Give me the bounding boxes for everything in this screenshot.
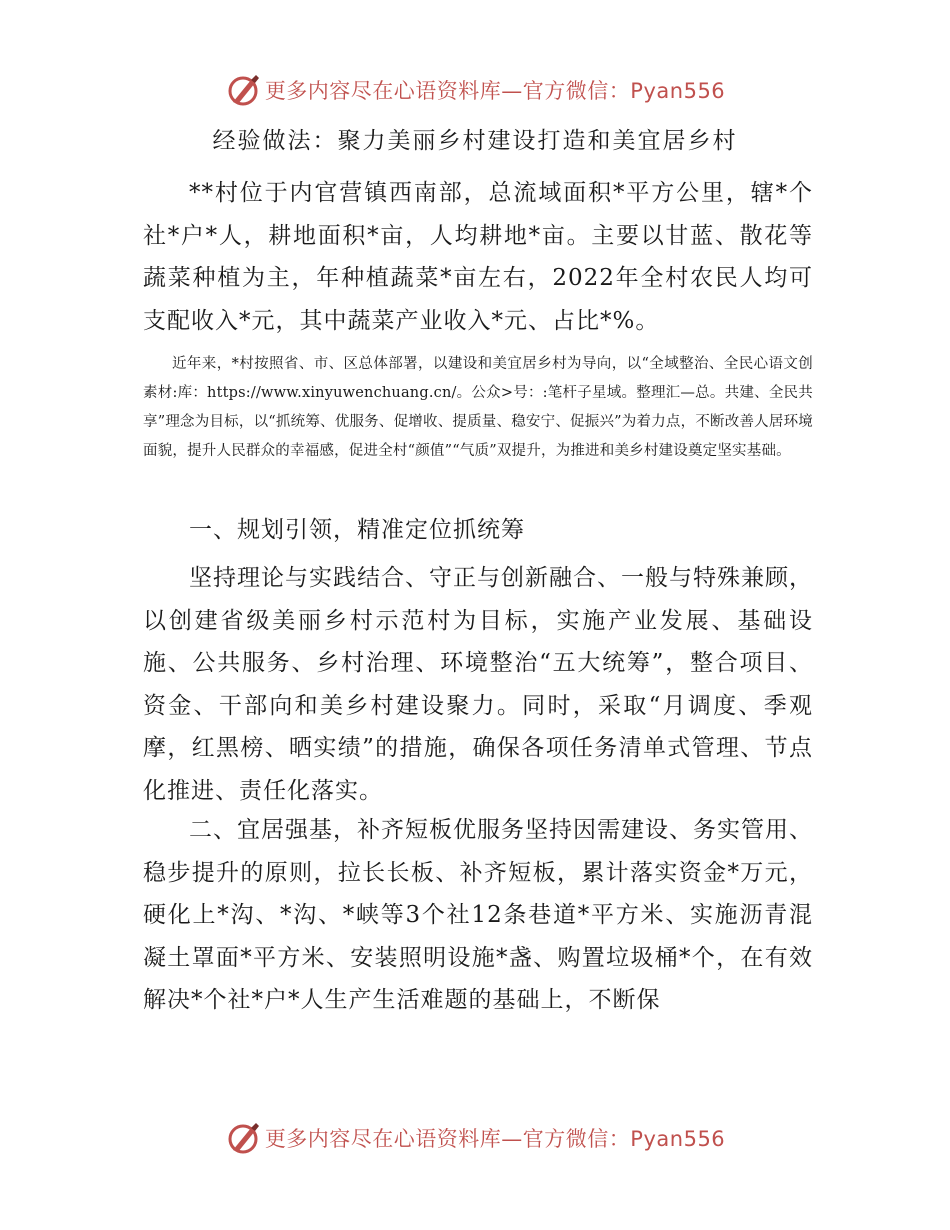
section-heading-1: 一、规划引领，精准定位抓统筹 bbox=[189, 517, 525, 543]
page-title: 经验做法：聚力美丽乡村建设打造和美宜居乡村 bbox=[212, 128, 738, 154]
banner-text: 更多内容尽在心语资料库—官方微信：Pyan556 bbox=[264, 79, 726, 103]
banner-text: 更多内容尽在心语资料库—官方微信：Pyan556 bbox=[264, 1127, 726, 1151]
intro-paragraph: **村位于内官营镇西南部，总流域面积*平方公里，辖*个社*户*人，耕地面积*亩，人均耕地*亩。主要以甘蓝、散花等蔬菜种植为主，年种植蔬菜*亩左右，2022年全村农民人均可支配收入*元，其中蔬菜产业收入*元、占比*%。 bbox=[143, 180, 813, 334]
recent-years-paragraph: 近年来，*村按照省、市、区总体部署，以建设和美宜居乡村为导向，以“全域整治、全民心语文创素材:库：https://www.xinyuwenchuang.cn/。公众>号：:笔杆子星域。整理汇—总。共建、全民共享”理念为目标，以“抓统筹、优服务、促增收、提质量、稳安宁、促振兴”为着力点，不断改善人居环境面貌，提升人民群众的幸福感，促进全村“颜值”“气质”双提升，为推进和美乡村建设奠定坚实基础。 bbox=[143, 356, 813, 459]
footer-watermark-banner bbox=[0, 1118, 950, 1158]
section-1-paragraph: 坚持理论与实践结合、守正与创新融合、一般与特殊兼顾，以创建省级美丽乡村示范村为目标，实施产业发展、基础设施、公共服务、乡村治理、环境整治“五大统筹”，整合项目、资金、干部向和美乡村建设聚力。同时，采取“月调度、季观摩，红黑榜、晒实绩”的措施，确保各项任务清单式管理、节点化推进、责任化落实。 bbox=[143, 565, 813, 804]
pen-logo-icon bbox=[225, 1120, 261, 1156]
section-2-paragraph: 二、宜居强基，补齐短板优服务坚持因需建设、务实管用、稳步提升的原则，拉长长板、补齐短板，累计落实资金*万元，硬化上*沟、*沟、*峡等3个社12条巷道*平方米、实施沥青混凝土罩面*平方米、安装照明设施*盏、购置垃圾桶*个，在有效解决*个社*户*人生产生活难题的基础上，不断保 bbox=[143, 817, 813, 1013]
pen-logo-icon bbox=[225, 72, 261, 108]
header-watermark-banner bbox=[0, 70, 950, 110]
